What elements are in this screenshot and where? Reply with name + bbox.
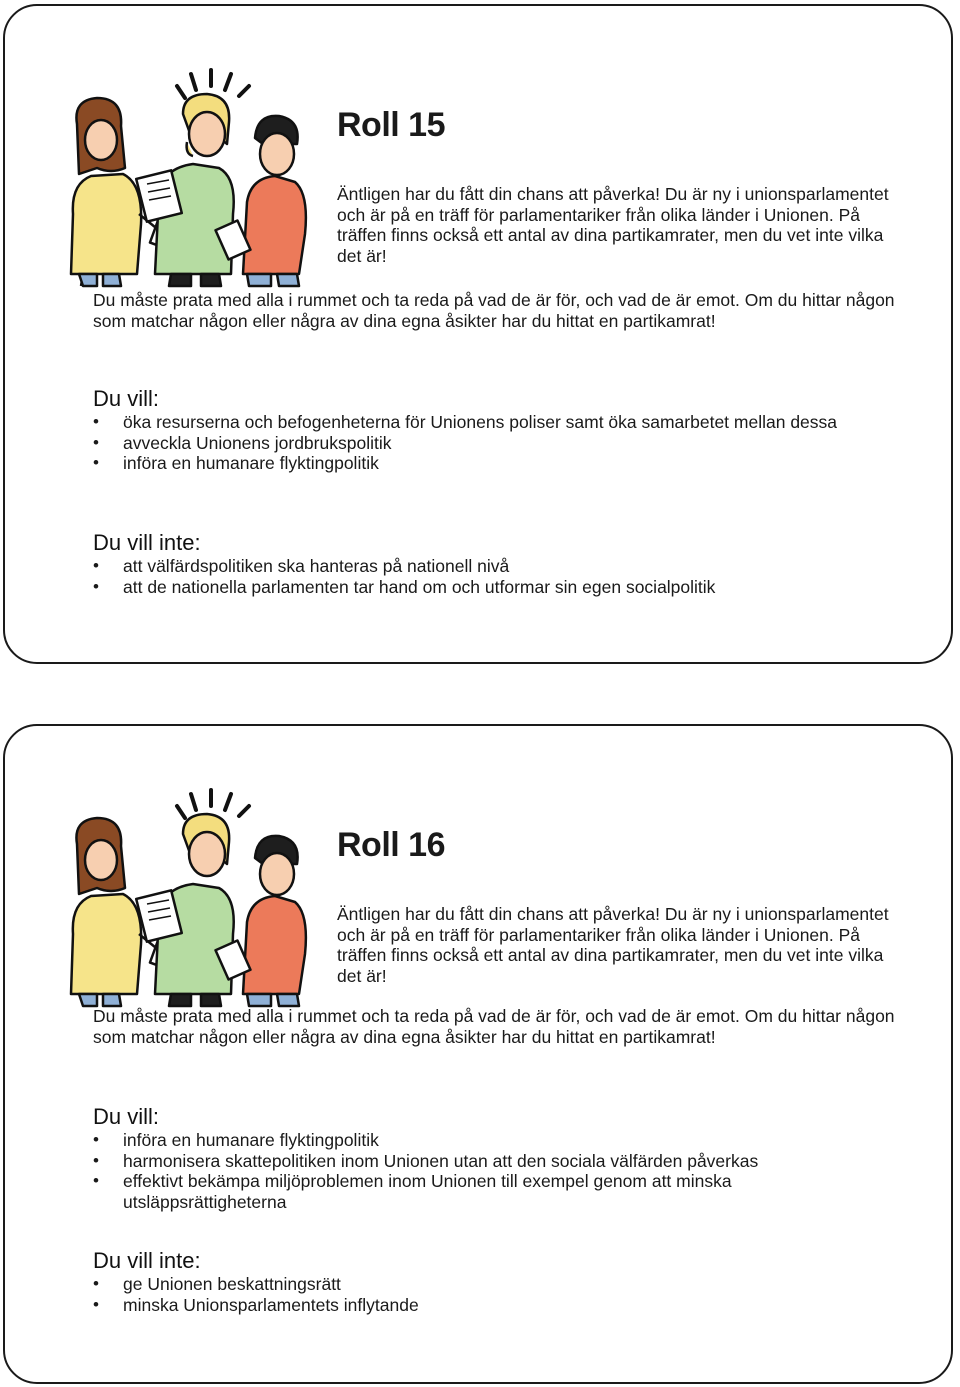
people-discussing-illustration xyxy=(51,784,311,1008)
list-item: • att välfärdspolitiken ska hanteras på nationell nivå xyxy=(93,556,893,577)
list-item: • ge Unionen beskattningsrätt xyxy=(93,1274,893,1295)
not-wants-heading: Du vill inte: xyxy=(93,1248,201,1273)
role-title: Roll 15 xyxy=(337,106,445,144)
not-wants-list xyxy=(93,1274,893,1315)
people-discussing-illustration xyxy=(51,64,311,288)
role-card-15 xyxy=(3,4,953,664)
wants-list xyxy=(93,1130,893,1212)
role-card-16 xyxy=(3,724,953,1384)
list-item: • avveckla Unionens jordbrukspolitik xyxy=(93,433,893,454)
wants-heading: Du vill: xyxy=(93,1104,160,1129)
list-item: • minska Unionsparlamentets inflytande xyxy=(93,1295,893,1316)
list-item: • harmonisera skattepolitiken inom Unionen utan att den sociala välfärden påverkas xyxy=(93,1151,893,1172)
role-instructions: Du måste prata med alla i rummet och ta reda på vad de är för, och vad de är emot. Om du hittar någon som matchar någon eller några av dina egna åsikter har du hittat en partikamrat! xyxy=(93,1006,895,1047)
role-instructions: Du måste prata med alla i rummet och ta reda på vad de är för, och vad de är emot. Om du hittar någon som matchar någon eller några av dina egna åsikter har du hittat en partikamrat! xyxy=(93,290,895,331)
list-item: • att de nationella parlamenten tar hand om och utformar sin egen socialpolitik xyxy=(93,577,893,598)
role-intro: Äntligen har du fått din chans att påverka! Du är ny i unionsparlamentet och är på en träff för parlamentariker från olika länder i Unionen. På träffen finns också ett antal av dina partikamrater, men du vet inte vilka det är! xyxy=(337,184,889,266)
wants-heading: Du vill: xyxy=(93,386,160,411)
wants-list xyxy=(93,412,893,474)
not-wants-list xyxy=(93,556,893,597)
not-wants-heading: Du vill inte: xyxy=(93,530,201,555)
list-item: • införa en humanare flyktingpolitik xyxy=(93,1130,893,1151)
list-item: • införa en humanare flyktingpolitik xyxy=(93,453,893,474)
list-item: • öka resurserna och befogenheterna för Unionens poliser samt öka samarbetet mellan dessa xyxy=(93,412,893,433)
list-item: • effektivt bekämpa miljöproblemen inom Unionen till exempel genom att minska utsläppsrättigheterna xyxy=(93,1171,893,1212)
role-intro: Äntligen har du fått din chans att påverka! Du är ny i unionsparlamentet och är på en träff för parlamentariker från olika länder i Unionen. På träffen finns också ett antal av dina partikamrater, men du vet inte vilka det är! xyxy=(337,904,889,986)
role-title: Roll 16 xyxy=(337,826,445,864)
